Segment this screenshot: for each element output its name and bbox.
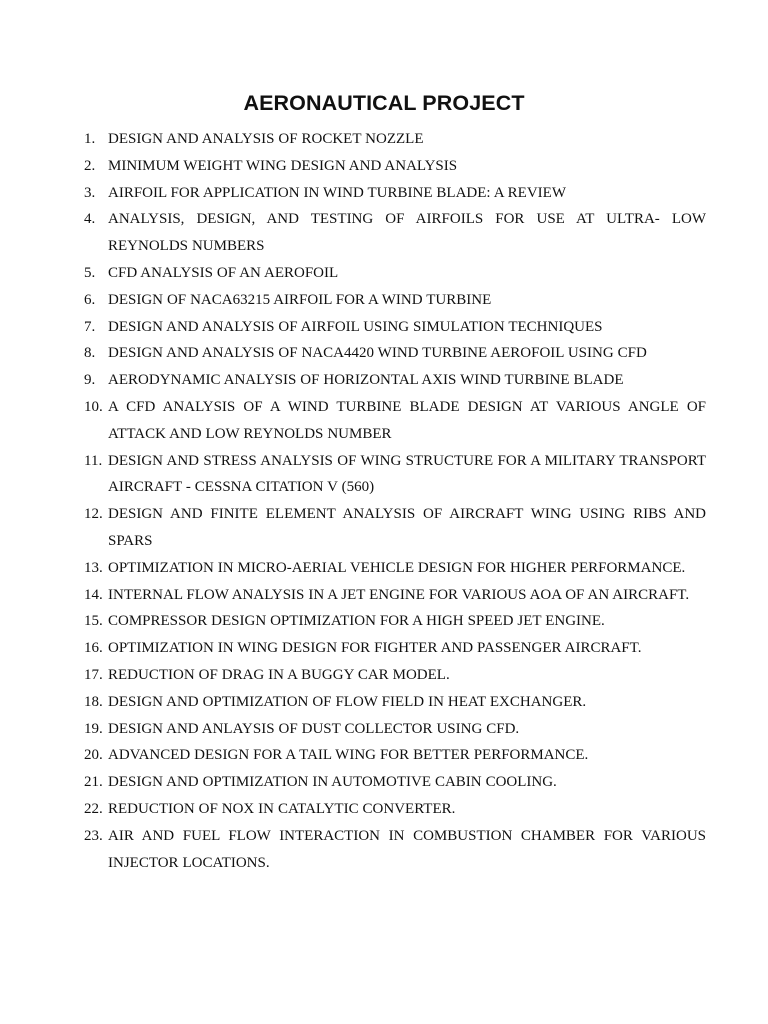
list-item-number: 16. (84, 640, 103, 657)
list-item-number: 19. (84, 720, 103, 737)
project-list (84, 126, 706, 876)
list-item-text: DESIGN AND OPTIMIZATION OF FLOW FIELD IN HEAT EXCHANGER. (108, 693, 587, 710)
list-item-text: REDUCTION OF NOX IN CATALYTIC CONVERTER. (108, 800, 456, 817)
list-item (84, 662, 706, 689)
list-item-text: DESIGN AND ANALYSIS OF NACA4420 WIND TURBINE AEROFOIL USING CFD (108, 345, 647, 362)
list-item-text: A CFD ANALYSIS OF A WIND TURBINE BLADE DESIGN AT VARIOUS ANGLE OF ATTACK AND LOW REYNOLDS NUMBER (108, 398, 706, 442)
list-item-text: COMPRESSOR DESIGN OPTIMIZATION FOR A HIGH SPEED JET ENGINE. (108, 613, 605, 630)
list-item-number: 12. (84, 506, 103, 523)
list-item-number: 11. (84, 452, 103, 469)
list-item-text: DESIGN AND OPTIMIZATION IN AUTOMOTIVE CABIN COOLING. (108, 774, 557, 791)
list-item (84, 340, 706, 367)
list-item (84, 153, 706, 180)
list-item-number: 15. (84, 613, 103, 630)
list-item (84, 448, 706, 502)
list-item-number: 4. (84, 211, 96, 228)
list-item-number: 10. (84, 398, 103, 415)
list-item-number: 21. (84, 774, 103, 791)
list-item-text: REDUCTION OF DRAG IN A BUGGY CAR MODEL. (108, 666, 450, 683)
list-item-text: AIR AND FUEL FLOW INTERACTION IN COMBUSTION CHAMBER FOR VARIOUS INJECTOR LOCATIONS. (108, 827, 706, 871)
list-item-number: 5. (84, 264, 96, 281)
list-item (84, 635, 706, 662)
list-item (84, 180, 706, 207)
list-item (84, 260, 706, 287)
list-item-text: DESIGN AND ANLAYSIS OF DUST COLLECTOR USING CFD. (108, 720, 520, 737)
list-item (84, 582, 706, 609)
list-item-number: 8. (84, 345, 96, 362)
list-item-text: MINIMUM WEIGHT WING DESIGN AND ANALYSIS (108, 157, 458, 174)
list-item (84, 742, 706, 769)
list-item-number: 20. (84, 747, 103, 764)
list-item-text: DESIGN AND ANALYSIS OF ROCKET NOZZLE (108, 131, 424, 147)
list-item (84, 206, 706, 260)
list-item (84, 796, 706, 823)
list-item-text: ADVANCED DESIGN FOR A TAIL WING FOR BETTER PERFORMANCE. (108, 747, 589, 764)
list-item (84, 394, 706, 448)
list-item (84, 287, 706, 314)
list-item (84, 126, 706, 153)
list-item-text: DESIGN AND FINITE ELEMENT ANALYSIS OF AIRCRAFT WING USING RIBS AND SPARS (108, 506, 706, 549)
list-item (84, 314, 706, 341)
list-item (84, 608, 706, 635)
list-item (84, 501, 706, 555)
list-item-number: 22. (84, 800, 103, 817)
list-item (84, 823, 706, 877)
list-item-text: OPTIMIZATION IN MICRO-AERIAL VEHICLE DESIGN FOR HIGHER PERFORMANCE. (108, 559, 686, 576)
list-item-number: 9. (84, 372, 96, 389)
list-item-number: 6. (84, 291, 96, 308)
list-item-number: 17. (84, 666, 103, 683)
list-item-number: 1. (84, 131, 96, 147)
list-item-text: INTERNAL FLOW ANALYSIS IN A JET ENGINE FOR VARIOUS AOA OF AN AIRCRAFT. (108, 586, 690, 603)
list-item-number: 7. (84, 318, 96, 335)
list-item-text: ANALYSIS, DESIGN, AND TESTING OF AIRFOILS FOR USE AT ULTRA- LOW REYNOLDS NUMBERS (108, 211, 706, 255)
list-item-text: AERODYNAMIC ANALYSIS OF HORIZONTAL AXIS WIND TURBINE BLADE (108, 372, 624, 389)
list-item-text: AIRFOIL FOR APPLICATION IN WIND TURBINE BLADE: A REVIEW (108, 184, 566, 201)
list-item-text: DESIGN AND STRESS ANALYSIS OF WING STRUCTURE FOR A MILITARY TRANSPORT AIRCRAFT - CESSNA CITATION V (560) (108, 452, 706, 496)
list-item (84, 555, 706, 582)
list-item-number: 13. (84, 559, 103, 576)
list-item (84, 769, 706, 796)
list-item (84, 716, 706, 743)
list-item-text: DESIGN OF NACA63215 AIRFOIL FOR A WIND TURBINE (108, 291, 492, 308)
list-item-number: 14. (84, 586, 103, 603)
list-item-text: CFD ANALYSIS OF AN AEROFOIL (108, 264, 339, 281)
list-item (84, 367, 706, 394)
list-item-number: 18. (84, 693, 103, 710)
list-item-number: 3. (84, 184, 96, 201)
list-item-text: OPTIMIZATION IN WING DESIGN FOR FIGHTER AND PASSENGER AIRCRAFT. (108, 640, 642, 657)
list-item-number: 23. (84, 827, 103, 844)
list-item-number: 2. (84, 157, 96, 174)
list-item (84, 689, 706, 716)
page-title: AERONAUTICAL PROJECT (243, 91, 525, 115)
list-item-text: DESIGN AND ANALYSIS OF AIRFOIL USING SIMULATION TECHNIQUES (108, 318, 603, 335)
